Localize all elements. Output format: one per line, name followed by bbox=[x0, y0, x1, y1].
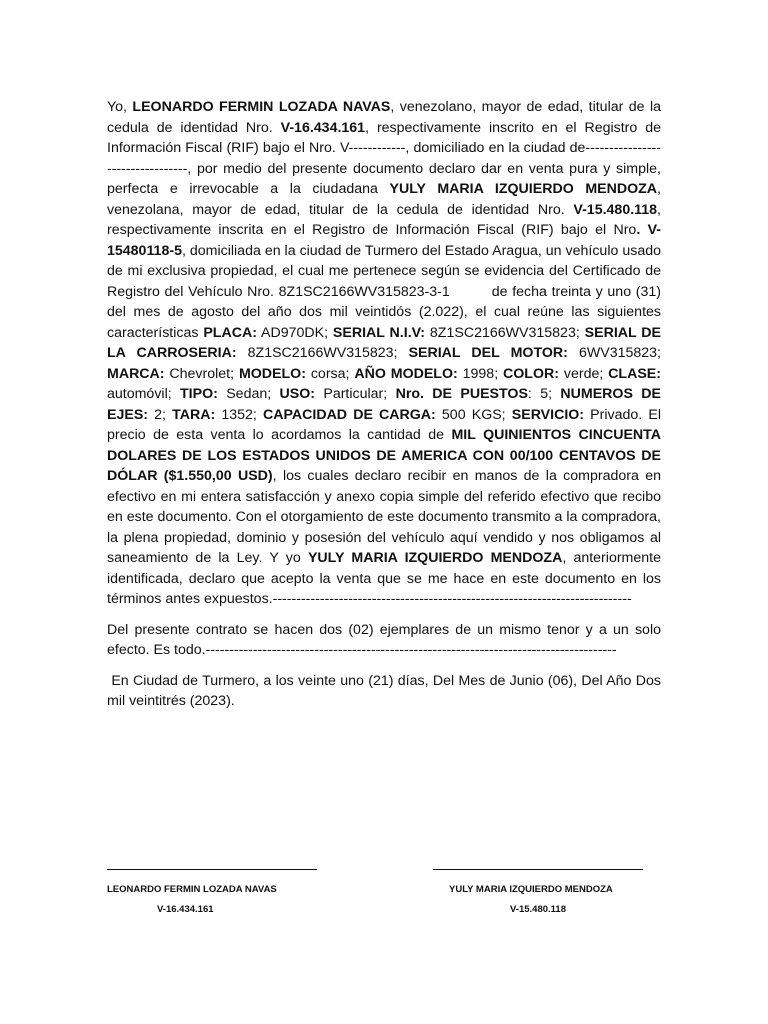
bold-text-run: MODELO: bbox=[238, 365, 306, 382]
place-date-paragraph: En Ciudad de Turmero, a los veinte uno (21) días, Del Mes de Junio (06), Del Año Dos mil veintitrés (2023). bbox=[107, 672, 661, 709]
bold-text-run: Nro. DE PUESTOS bbox=[395, 386, 528, 402]
bold-text-run: CLASE: bbox=[608, 365, 661, 382]
text-run: Privado. El precio de esta venta lo acordamos la cantidad de bbox=[107, 406, 661, 443]
seller-id: V-16.434.161 bbox=[157, 904, 214, 915]
text-run: , respectivamente inscrita en el Registro de Información Fiscal (RIF) bajo el Nro bbox=[107, 201, 661, 238]
bold-text-run: COLOR: bbox=[503, 365, 559, 382]
text-run: Chevrolet; bbox=[164, 365, 239, 382]
buyer-name: YULY MARIA IZQUIERDO MENDOZA bbox=[449, 884, 613, 895]
bold-text-run: YULY MARIA IZQUIERDO MENDOZA bbox=[389, 181, 658, 197]
bold-text-run: TARA: bbox=[172, 406, 216, 423]
bold-text-run: PLACA: bbox=[203, 324, 257, 341]
bold-text-run: MARCA: bbox=[107, 365, 165, 382]
text-run: 8Z1SC2166WV315823; bbox=[425, 324, 585, 341]
text-run: , los cuales declaro recibir en manos de la compradora en efectivo en mi entera satisfacción y anexo copia simple del referido efectivo que recibo en este documento. Con el otorgamiento de este documento transmito a la compradora, la plena propiedad, dominio y posesión del vehículo aquí vendido y nos obligamos al saneamiento de la Ley. Y yo bbox=[107, 468, 662, 566]
bold-text-run: SERIAL N.I.V: bbox=[332, 324, 426, 341]
bold-text-run: SERIAL DE LA CARROSERIA: bbox=[107, 324, 662, 361]
text-run: Sedan; bbox=[217, 386, 280, 402]
contract-body bbox=[107, 97, 661, 712]
text-run: Particular; bbox=[315, 386, 396, 402]
bold-text-run: USO: bbox=[279, 386, 315, 402]
text-run: , domiciliada en la ciudad de Turmero del Estado Aragua, un vehículo usado de mi exclusiva propiedad, el cual me pertenece según se evidencia del Certificado de Registro del Vehículo Nro. 8Z1SC2166WV315823-3-1 de fecha treinta y uno (31) del mes de agosto del año dos mil veintidós (2.022), el cual reúne las siguientes características bbox=[107, 242, 661, 341]
bold-text-run: SERIAL DEL MOTOR: bbox=[408, 345, 568, 361]
bold-text-run: LEONARDO FERMIN LOZADA NAVAS bbox=[132, 99, 391, 115]
text-run: 1352; bbox=[215, 406, 263, 423]
text-run: 2; bbox=[148, 406, 173, 423]
bold-text-run: SERVICIO: bbox=[511, 406, 585, 423]
text-run: verde; bbox=[558, 365, 609, 382]
bold-text-run: V-15.480.118 bbox=[573, 201, 658, 218]
bold-text-run: . V-15480118-5 bbox=[107, 222, 661, 259]
text-run: , anteriormente identificada, declaro que acepto la venta que se me hace en este documento en los términos antes expuestos.---------------------------------------------------------------------------- bbox=[107, 550, 661, 607]
text-run: , respectivamente inscrito en el Registro de Información Fiscal (RIF) bajo el Nro. V------------, domiciliado en la ciudad de---------------------------------, por medio del presente documento declaro dar en venta pura y simple, perfecta e irrevocable a la ciudadana bbox=[107, 119, 661, 197]
text-run: automóvil; bbox=[107, 386, 181, 402]
text-run: Yo, bbox=[107, 99, 133, 115]
text-run: corsa; bbox=[305, 365, 355, 382]
text-run: : 5; bbox=[527, 386, 561, 402]
text-run: , venezolano, mayor de edad, titular de la cedula de identidad Nro. bbox=[107, 99, 661, 136]
bold-text-run: CAPACIDAD DE CARGA: bbox=[262, 406, 436, 423]
text-run: AD970DK; bbox=[256, 324, 333, 341]
text-run: 6WV315823; bbox=[567, 345, 661, 361]
text-run: 1998; bbox=[457, 365, 504, 382]
bold-text-run: MIL QUINIENTOS CINCUENTA DOLARES DE LOS ESTADOS UNIDOS DE AMERICA CON 00/100 CENTAVOS DE DÓLAR ($1.550,00 USD) bbox=[107, 427, 662, 484]
bold-text-run: AÑO MODELO: bbox=[354, 365, 458, 382]
text-run: 8Z1SC2166WV315823; bbox=[236, 345, 409, 361]
bold-text-run: YULY MARIA IZQUIERDO MENDOZA bbox=[307, 550, 563, 566]
bold-text-run: NUMEROS DE EJES: bbox=[107, 386, 661, 423]
buyer-id: V-15.480.118 bbox=[510, 904, 566, 915]
buyer-signature-line bbox=[433, 869, 643, 870]
copies-paragraph: Del presente contrato se hacen dos (02) ejemplares de un mismo tenor y a un solo efecto. Es todo.--------------------------------------------------------------------------------------- bbox=[107, 621, 661, 658]
seller-signature-line bbox=[107, 869, 317, 870]
contract-main-paragraph bbox=[107, 97, 661, 610]
text-run: , venezolana, mayor de edad, titular de la cedula de identidad Nro. bbox=[107, 181, 661, 218]
seller-name: LEONARDO FERMIN LOZADA NAVAS bbox=[107, 884, 277, 895]
bold-text-run: V-16.434.161 bbox=[280, 119, 366, 136]
bold-text-run: TIPO: bbox=[180, 386, 218, 402]
text-run: 500 KGS; bbox=[435, 406, 512, 423]
